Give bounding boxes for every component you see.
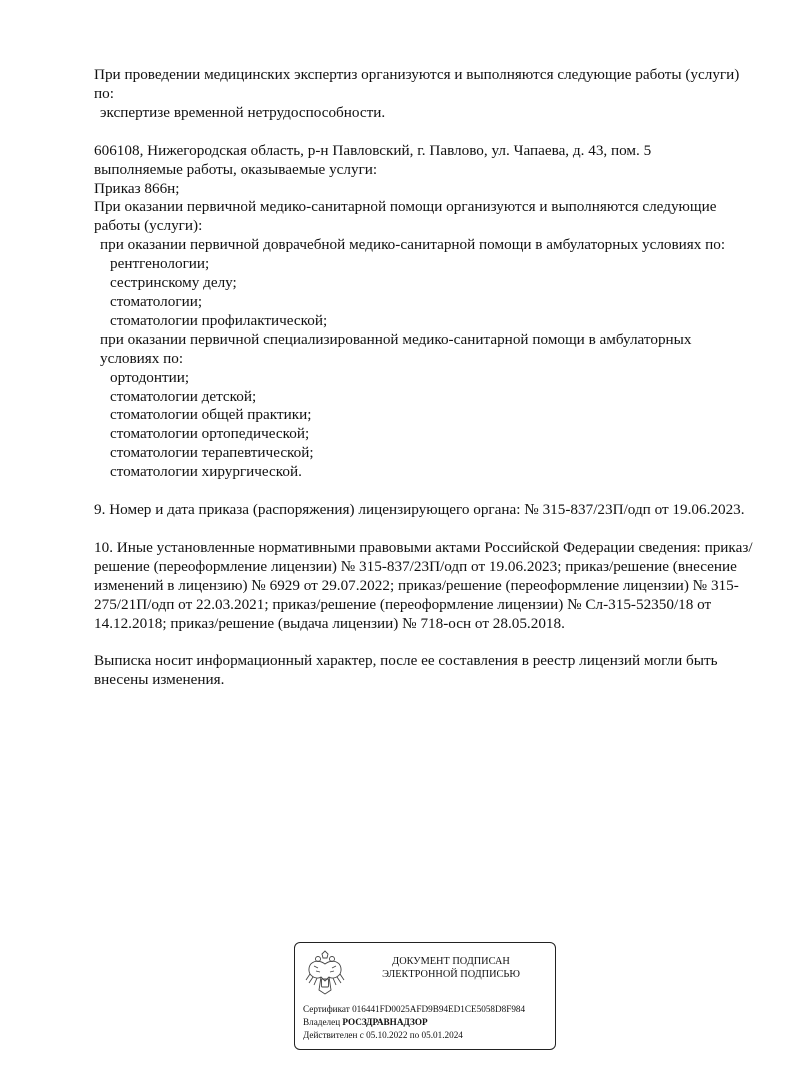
certificate-label: Сертификат — [303, 1004, 350, 1014]
paragraph: стоматологии; — [110, 292, 203, 310]
document-body — [94, 66, 754, 690]
paragraph: стоматологии ортопедической; — [110, 425, 310, 443]
owner-row — [303, 1016, 553, 1029]
certificate-row — [303, 1003, 553, 1016]
valid-to-label: по — [409, 1030, 420, 1040]
paragraph: Приказ 866н; — [94, 179, 180, 197]
stamp-details — [303, 1003, 553, 1042]
paragraph-gap — [94, 123, 754, 142]
electronic-signature-stamp — [294, 942, 556, 1050]
paragraph: экспертизе временной нетрудоспособности. — [100, 103, 386, 121]
paragraph-gap — [94, 633, 754, 652]
paragraph: стоматологии профилактической; — [110, 311, 328, 329]
paragraph: ортодонтии; — [110, 368, 190, 386]
paragraph: рентгенологии; — [110, 255, 210, 273]
owner-label: Владелец — [303, 1017, 341, 1027]
stamp-title-line1: ДОКУМЕНТ ПОДПИСАН — [392, 956, 510, 967]
valid-from: 05.10.2022 — [366, 1030, 408, 1040]
paragraph: выполняемые работы, оказываемые услуги: — [94, 160, 378, 178]
paragraph: стоматологии детской; — [110, 387, 257, 405]
paragraph: стоматологии терапевтической; — [110, 444, 314, 462]
paragraph: при оказании первичной доврачебной медико-санитарной помощи в амбулаторных условиях по: — [100, 236, 726, 254]
valid-to: 05.01.2024 — [421, 1030, 463, 1040]
validity-row — [303, 1029, 553, 1042]
owner-value: РОСЗДРАВНАДЗОР — [342, 1017, 428, 1027]
paragraph: При проведении медицинских экспертиз организуются и выполняются следующие работы (услуги) по: — [94, 66, 740, 102]
paragraph: стоматологии общей практики; — [110, 406, 312, 424]
paragraph: 9. Номер и дата приказа (распоряжения) лицензирующего органа: № 315-837/23П/одп от 19.06.2023. — [94, 501, 745, 519]
certificate-value: 016441FD0025AFD9B94ED1CE5058D8F984 — [352, 1004, 526, 1014]
valid-label: Действителен с — [303, 1030, 364, 1040]
paragraph: при оказании первичной специализированной медико-санитарной помощи в амбулаторных условиях по: — [100, 330, 692, 367]
stamp-title — [353, 955, 549, 982]
paragraph: Выписка носит информационный характер, после ее составления в реестр лицензий могли быть внесены изменения. — [94, 652, 718, 689]
paragraph: 10. Иные установленные нормативными правовыми актами Российской Федерации сведения: приказ/решение (переоформление лицензии) № 315-837/23П/одп от 19.06.2023; приказ/решение (внесение изменений в лицензию) № 6929 от 29.07.2022; приказ/решение (переоформление лицензии) № 315-275/21П/одп от 22.03.2021; приказ/решение (переоформление лицензии) № Сл-315-52350/18 от 14.12.2018; приказ/решение (выдача лицензии) № 718-осн от 28.05.2018. — [94, 538, 753, 632]
double-headed-eagle-emblem — [304, 950, 346, 996]
paragraph-gap — [94, 520, 754, 539]
stamp-title-line2: ЭЛЕКТРОННОЙ ПОДПИСЬЮ — [382, 969, 520, 981]
paragraph: стоматологии хирургической. — [110, 463, 302, 481]
paragraph-gap — [94, 482, 754, 501]
paragraph: 606108, Нижегородская область, р-н Павловский, г. Павлово, ул. Чапаева, д. 43, пом. 5 — [94, 141, 652, 159]
paragraph: сестринскому делу; — [110, 274, 237, 292]
paragraph: При оказании первичной медико-санитарной помощи организуются и выполняются следующие работы (услуги): — [94, 198, 717, 235]
